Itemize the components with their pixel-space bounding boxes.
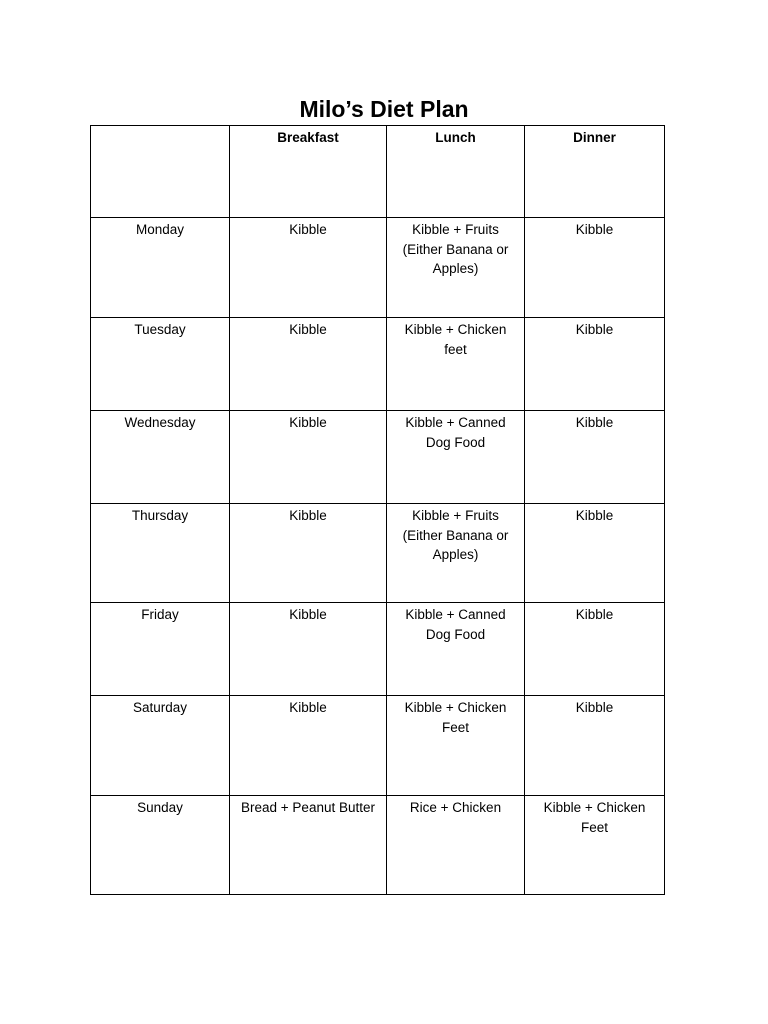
header-cell-lunch: Lunch bbox=[387, 126, 525, 218]
breakfast-cell: Kibble bbox=[230, 411, 387, 504]
breakfast-cell: Bread + Peanut Butter bbox=[230, 796, 387, 895]
lunch-cell: Kibble + Chicken feet bbox=[387, 318, 525, 411]
diet-plan-table bbox=[90, 125, 665, 895]
lunch-cell: Kibble + Canned Dog Food bbox=[387, 411, 525, 504]
day-cell: Wednesday bbox=[91, 411, 230, 504]
table-row bbox=[91, 603, 665, 696]
table-row bbox=[91, 796, 665, 895]
lunch-cell: Kibble + Chicken Feet bbox=[387, 696, 525, 796]
day-cell: Saturday bbox=[91, 696, 230, 796]
dinner-cell: Kibble bbox=[525, 504, 665, 603]
lunch-cell: Kibble + Canned Dog Food bbox=[387, 603, 525, 696]
day-cell: Thursday bbox=[91, 504, 230, 603]
dinner-cell: Kibble bbox=[525, 318, 665, 411]
breakfast-cell: Kibble bbox=[230, 603, 387, 696]
day-cell: Monday bbox=[91, 218, 230, 318]
dinner-cell: Kibble bbox=[525, 411, 665, 504]
lunch-cell: Rice + Chicken bbox=[387, 796, 525, 895]
header-cell-day bbox=[91, 126, 230, 218]
dinner-cell: Kibble bbox=[525, 696, 665, 796]
table-row bbox=[91, 504, 665, 603]
dinner-cell: Kibble bbox=[525, 603, 665, 696]
lunch-cell: Kibble + Fruits (Either Banana or Apples) bbox=[387, 504, 525, 603]
table-row bbox=[91, 318, 665, 411]
header-cell-breakfast: Breakfast bbox=[230, 126, 387, 218]
breakfast-cell: Kibble bbox=[230, 218, 387, 318]
dinner-cell: Kibble bbox=[525, 218, 665, 318]
day-cell: Friday bbox=[91, 603, 230, 696]
table-row bbox=[91, 696, 665, 796]
page-title: Milo’s Diet Plan bbox=[299, 96, 469, 122]
breakfast-cell: Kibble bbox=[230, 504, 387, 603]
table-row bbox=[91, 218, 665, 318]
dinner-cell: Kibble + Chicken Feet bbox=[525, 796, 665, 895]
table-header-row bbox=[91, 126, 665, 218]
lunch-cell: Kibble + Fruits (Either Banana or Apples) bbox=[387, 218, 525, 318]
header-cell-dinner: Dinner bbox=[525, 126, 665, 218]
breakfast-cell: Kibble bbox=[230, 696, 387, 796]
table-row bbox=[91, 411, 665, 504]
day-cell: Tuesday bbox=[91, 318, 230, 411]
day-cell: Sunday bbox=[91, 796, 230, 895]
breakfast-cell: Kibble bbox=[230, 318, 387, 411]
